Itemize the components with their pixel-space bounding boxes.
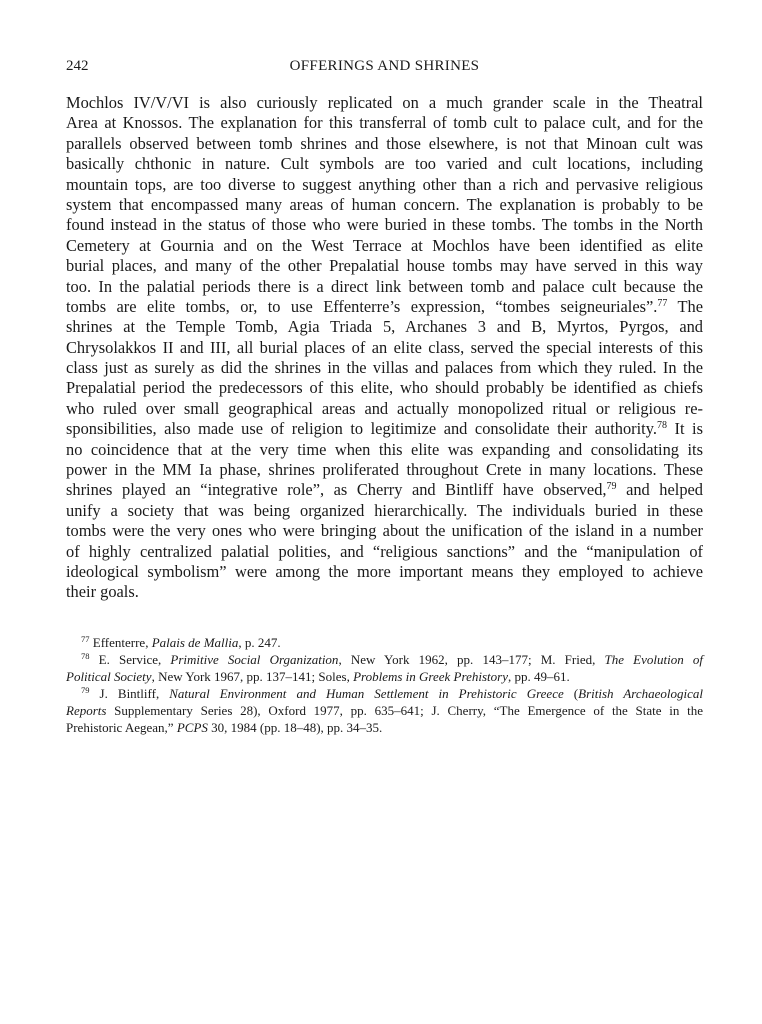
- body-line-text: of highly centralized palatial polities, and “religious sanctions” and the “manipulation of: [66, 541, 703, 561]
- footnote-text: Effenterre,: [92, 635, 152, 650]
- body-line: [66, 480, 703, 500]
- body-line-text: Chrysolakkos II and III, all burial places of an elite class, served the special interests of this: [66, 337, 703, 357]
- body-line-text: Mochlos IV/V/VI is also curiously replicated on a much grander scale in the Theatral: [66, 93, 703, 112]
- body-line-text: class just as surely as did the shrines in the villas and palaces from which they ruled. In the: [66, 358, 703, 378]
- body-line-text: tombs were the very ones who were bringing about the unification of the island in a number: [66, 521, 703, 541]
- footnote-title: The Evolution of: [604, 652, 704, 667]
- body-line: [66, 501, 703, 521]
- body-line-text: tombs are elite tombs, or, to use Effenterre’s expression, “tombes seigneuriales”.: [66, 296, 658, 316]
- footnote-title: Problems in Greek Prehistory: [353, 669, 508, 684]
- footnote-line: [66, 719, 703, 736]
- body-line: [66, 256, 703, 276]
- footnote-text: , p. 247.: [238, 635, 281, 650]
- footnote-title: PCPS: [176, 720, 208, 735]
- footnote-text: E. Service,: [98, 652, 171, 667]
- body-line: [66, 93, 703, 113]
- footnote-ref[interactable]: 79: [606, 481, 617, 493]
- body-line-text: Prepalatial period the predecessors of this elite, who should probably be identified as chiefs: [66, 378, 703, 398]
- footnote-line: [66, 651, 703, 668]
- footnote-number: 78: [81, 651, 90, 661]
- footnote-text: 30, 1984 (pp. 18–48), pp. 34–35.: [207, 720, 383, 735]
- body-line: [66, 562, 703, 582]
- footnote-line: [66, 702, 703, 719]
- body-line: [66, 460, 703, 480]
- footnotes: [66, 634, 703, 736]
- footnote-title: Reports: [66, 703, 107, 718]
- body-line: [66, 277, 703, 297]
- footnote-title: Political Society: [66, 669, 152, 684]
- footnote-text: Supplementary Series 28), Oxford 1977, pp. 635–641; J. Cherry, “The Emergence of the State in the: [106, 703, 703, 718]
- body-line-text: basically chthonic in nature. Cult symbols are too varied and cult locations, including: [66, 154, 703, 174]
- body-line: [66, 175, 703, 195]
- body-line-text: mountain tops, are too diverse to suggest anything other than a rich and pervasive religious: [66, 174, 703, 194]
- body-line: [66, 358, 703, 378]
- footnote-number: 77: [81, 634, 90, 644]
- footnote-line: [66, 668, 703, 685]
- body-line: [66, 195, 703, 215]
- page-number: 242: [66, 58, 89, 74]
- footnote-text: , New York 1962, pp. 143–177; M. Fried,: [338, 652, 605, 667]
- body-line-text: power in the MM Ia phase, shrines proliferated throughout Crete in many locations. These: [66, 460, 703, 480]
- body-line-text: burial places, and many of the other Prepalatial house tombs may have served in this way: [66, 256, 703, 276]
- footnote: [66, 634, 703, 651]
- footnote-number: 79: [81, 685, 90, 695]
- body-line-text: found instead in the status of those who were buried in these tombs. The tombs in the North: [66, 215, 703, 235]
- body-line-text: Area at Knossos. The explanation for this transferral of tomb cult to palace cult, and for the: [66, 113, 703, 133]
- body-line-text: shrines at the Temple Tomb, Agia Triada 5, Archanes 3 and B, Myrtos, Pyrgos, and: [66, 317, 703, 337]
- body-line: [66, 378, 703, 398]
- footnote: [66, 685, 703, 736]
- body-line: [66, 521, 703, 541]
- body-line-text: and helped: [616, 480, 703, 500]
- footnote-text: (: [563, 686, 579, 701]
- body-line-text: Cemetery at Gournia and on the West Terrace at Mochlos have been identified as elite: [66, 235, 703, 255]
- footnote-text: J. Bintliff,: [99, 686, 170, 701]
- body-line-text: ideological symbolism” were among the more important means they employed to achieve: [66, 561, 703, 581]
- body-line-text: too. In the palatial periods there is a direct link between tomb and palace cult because the: [66, 276, 703, 296]
- body-line-text: who ruled over small geographical areas and actually monopolized ritual or religious re-: [66, 398, 703, 418]
- body-line-text: parallels observed between tomb shrines and those elsewhere, is not that Minoan cult was: [66, 133, 703, 153]
- footnote-title: Primitive Social Organization: [170, 652, 339, 667]
- footnote-title: Palais de Mallia: [151, 635, 239, 650]
- body-line: [66, 440, 703, 460]
- body-line-text: their goals.: [66, 582, 139, 602]
- body-line-text: The: [667, 296, 703, 316]
- body-line: [66, 317, 703, 337]
- body-line: [66, 582, 703, 602]
- body-line-text: unify a society that was being organized hierarchically. The individuals buried in these: [66, 500, 703, 520]
- body-text: [66, 93, 703, 603]
- footnote-text: Prehistoric Aegean,”: [66, 720, 177, 735]
- body-line: [66, 419, 703, 439]
- footnote: [66, 651, 703, 685]
- body-line: [66, 297, 703, 317]
- body-line: [66, 399, 703, 419]
- footnote-line: [66, 634, 703, 651]
- footnote-title: British Archaeological: [578, 686, 703, 701]
- running-head: [66, 58, 703, 78]
- footnote-text: , New York 1967, pp. 137–141; Soles,: [151, 669, 354, 684]
- body-line: [66, 134, 703, 154]
- footnote-ref[interactable]: 77: [657, 297, 668, 309]
- body-line: [66, 154, 703, 174]
- body-line: [66, 113, 703, 133]
- body-line: [66, 542, 703, 562]
- body-line: [66, 338, 703, 358]
- body-line-text: sponsibilities, also made use of religion to legitimize and consolidate their authority.: [66, 419, 657, 439]
- body-line-text: no coincidence that at the very time when this elite was expanding and consolidating its: [66, 439, 703, 459]
- body-line-text: It is: [666, 419, 703, 439]
- body-line-text: shrines played an “integrative role”, as Cherry and Bintliff have observed,: [66, 480, 607, 500]
- body-line: [66, 236, 703, 256]
- footnote-text: , pp. 49–61.: [507, 669, 570, 684]
- footnote-ref[interactable]: 78: [656, 420, 667, 432]
- footnote-line: [66, 685, 703, 702]
- body-line: [66, 215, 703, 235]
- body-line-text: system that encompassed many areas of human concern. The explanation is probably to be: [66, 194, 703, 214]
- footnote-title: Natural Environment and Human Settlement in Prehistoric Greece: [169, 686, 564, 701]
- running-title: OFFERINGS AND SHRINES: [289, 58, 480, 74]
